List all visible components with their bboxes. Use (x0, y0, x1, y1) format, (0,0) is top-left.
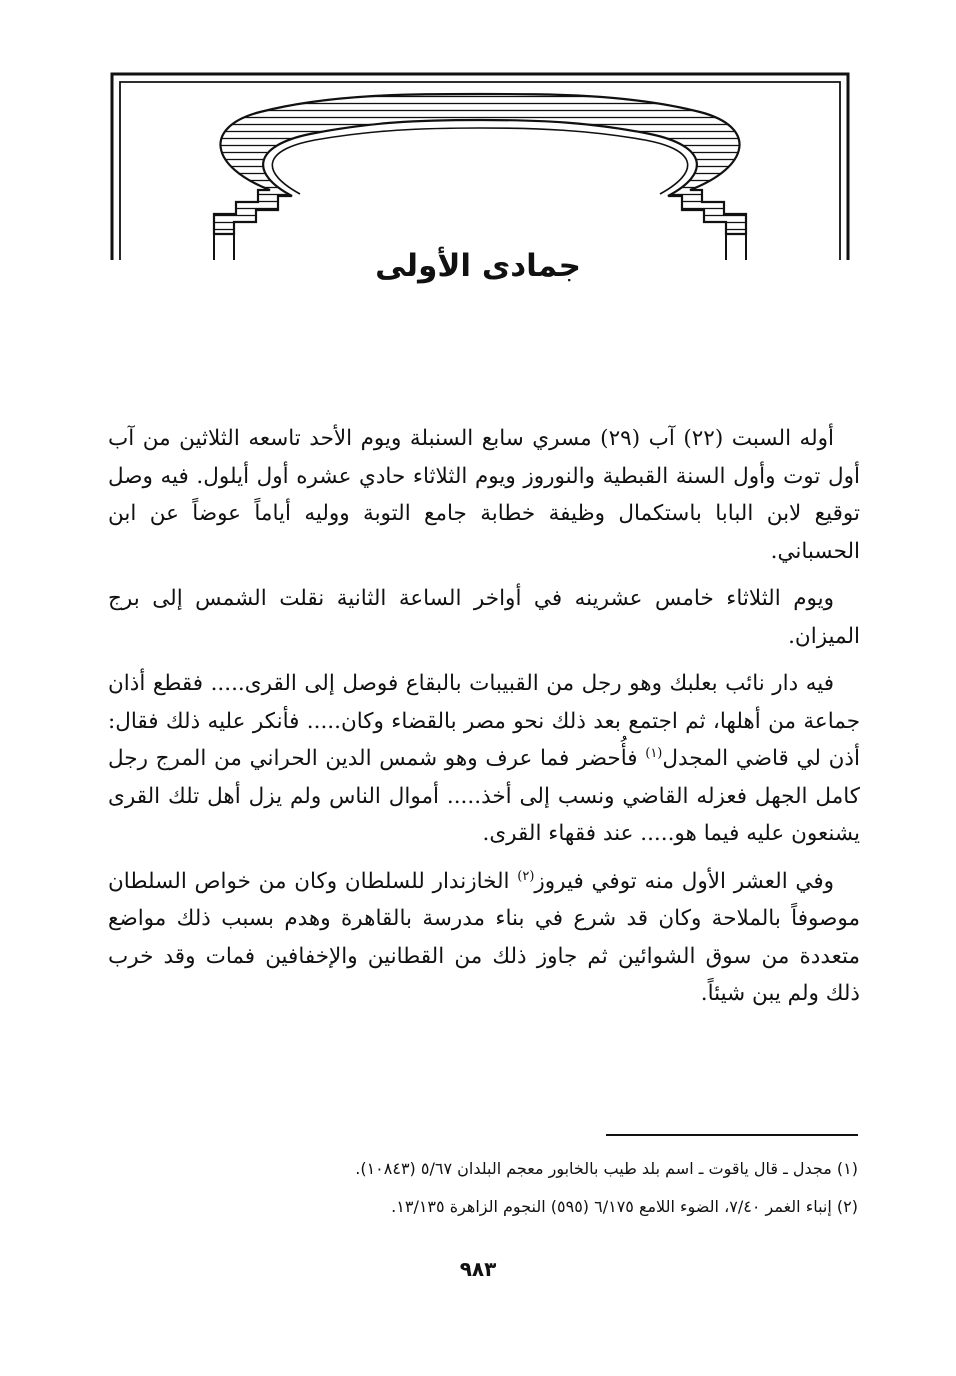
paragraph-text: فأُحضر فما عرف وهو شمس الدين الحراني من المرج رجل كامل الجهل فعزله القاضي ونسب إلى أخذ..... أموال الناس ولم يزل أهل تلك القرى يشنعون عليه فيما هو..... عند فقهاء القرى. (108, 746, 860, 846)
footnote-separator (606, 1134, 858, 1136)
paragraph-text: فيه دار نائب بعلبك وهو رجل من القبيبات بالبقاع فوصل إلى القرى..... فقطع أذان جماعة من أهلها، ثم اجتمع بعد ذلك نحو مصر بالقضاء وكان..... فأنكر عليه ذلك فقال: أذن لي قاضي المجدل (108, 671, 860, 771)
arch-ornament-icon (110, 72, 850, 262)
main-text (108, 420, 860, 1023)
paragraph: ويوم الثلاثاء خامس عشرينه في أواخر الساعة الثانية نقلت الشمس إلى برج الميزان. (108, 586, 860, 649)
page-number: ٩٨٣ (459, 1257, 497, 1281)
footnotes (150, 1150, 858, 1226)
paragraph (108, 863, 860, 1013)
paragraph: أوله السبت (٢٢) آب (٢٩) مسري سابع السنبلة ويوم الأحد تاسعه الثلاثين من آب أول توت وأول السنة القبطية والنوروز ويوم الثلاثاء حادي عشره أول أيلول. فيه وصل توقيع لابن البابا باستكمال وظيفة خطابة جامع التوبة ووليه أياماً عوضاً عن ابن الحسباني. (108, 426, 860, 564)
footnote-marker: (٢) (517, 868, 535, 884)
footnote: (٢) إنباء الغمر ٧/٤٠، الضوء اللامع ٦/١٧٥ (٥٩٥) النجوم الزاهرة ١٣/١٣٥. (391, 1197, 858, 1216)
footnote: (١) مجدل ـ قال ياقوت ـ اسم بلد طيب بالخابور معجم البلدان ٥/٦٧ (١٠٨٤٣). (355, 1159, 858, 1178)
paragraph (108, 665, 860, 853)
chapter-title: جمادى الأولى (375, 248, 581, 284)
paragraph-text: الخازندار للسلطان وكان من خواص السلطان موصوفاً بالملاحة وكان قد شرع في بناء مدرسة بالقاهرة وهدم بسبب ذلك مواضع متعددة من سوق الشوائين ثم جاوز ذلك من القطانين والإخفافين فمات وقد خرب ذلك ولم يبن شيئاً. (108, 868, 860, 1006)
footnote-marker: (١) (645, 745, 663, 761)
paragraph-text: وفي العشر الأول منه توفي فيروز (534, 868, 834, 894)
